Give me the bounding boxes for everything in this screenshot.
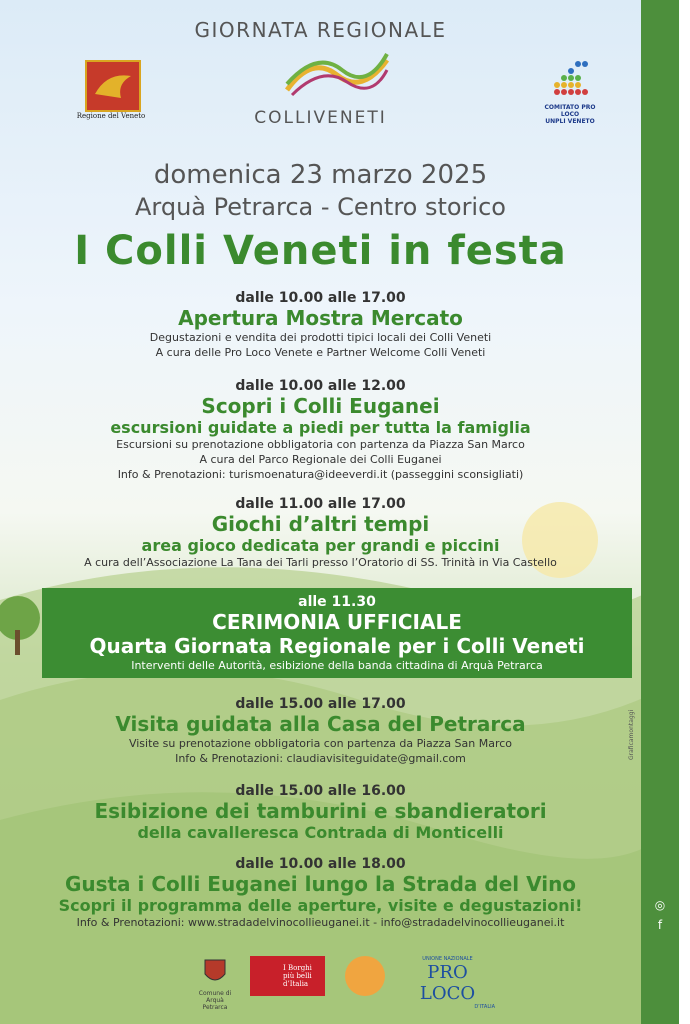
sidebar-label: colli veneti <box>677 960 690 1020</box>
proloco-label: PRO LOCO <box>419 962 476 1004</box>
event-title: Gusta i Colli Euganei lungo la Strada del Vino <box>64 872 577 896</box>
event-time: dalle 10.00 alle 18.00 <box>235 856 406 872</box>
event-time: dalle 10.00 alle 12.00 <box>235 378 406 394</box>
event-time: dalle 15.00 alle 17.00 <box>235 696 406 712</box>
headline: I Colli Veneti in festa <box>74 228 567 274</box>
ceremony-banner <box>42 588 632 678</box>
event-desc: Interventi delle Autorità, esibizione della banda cittadina di Arquà Petrarca <box>131 659 543 672</box>
event-title: CERIMONIA UFFICIALE <box>212 610 462 634</box>
event-desc: Info & Prenotazioni: turismoenatura@ideeverdi.it (passeggini sconsigliati) <box>117 468 524 481</box>
date-line: domenica 23 marzo 2025 <box>153 160 488 190</box>
coat-of-arms-icon <box>203 956 227 986</box>
comune-logo <box>195 956 235 1011</box>
event-subtitle: Quarta Giornata Regionale per i Colli Veneti <box>89 634 585 658</box>
colli-veneti-wordmark: COLLIVENETI <box>254 108 387 128</box>
place-line: Arquà Petrarca - Centro storico <box>135 193 506 221</box>
event-subtitle: area gioco dedicata per grandi e piccini <box>141 536 500 555</box>
event-title: Visita guidata alla Casa del Petrarca <box>115 712 526 736</box>
instagram-icon[interactable]: ◎ <box>654 898 666 912</box>
event-6 <box>0 783 641 842</box>
event-title: Apertura Mostra Mercato <box>178 306 463 330</box>
event-title: Esibizione dei tamburini e sbandieratori <box>94 799 547 823</box>
facebook-icon[interactable]: f <box>657 918 663 932</box>
event-1 <box>0 290 641 360</box>
regione-veneto-label: Regione del Veneto <box>76 112 146 120</box>
proloco-top: UNIONE NAZIONALE <box>422 956 473 962</box>
event-desc: Degustazioni e vendita dei prodotti tipici locali dei Colli Veneti <box>149 331 492 344</box>
event-5 <box>0 696 641 766</box>
right-sidebar <box>641 0 690 1024</box>
header-label: GIORNATA REGIONALE <box>194 18 447 42</box>
regione-veneto-logo <box>85 60 141 112</box>
unpli-label <box>535 104 605 125</box>
comune-label: Comune di Arquà Petrarca <box>198 990 232 1011</box>
borghi-label: I Borghi più belli d’Italia <box>283 964 312 988</box>
unpli-label-line2: UNPLI VENETO <box>545 118 595 125</box>
event-desc: A cura delle Pro Loco Venete e Partner Welcome Colli Veneti <box>155 346 486 359</box>
event-desc: A cura dell’Associazione La Tana dei Tarli presso l’Oratorio di SS. Trinità in Via Castello <box>84 556 557 569</box>
event-subtitle: della cavalleresca Contrada di Monticelli <box>137 823 504 842</box>
borghi-logo <box>250 956 325 996</box>
social-icons <box>651 895 669 935</box>
proloco-bottom: D’ITALIA <box>474 1004 495 1010</box>
event-7 <box>0 856 641 930</box>
credit-label: Graficamontaggi <box>628 709 635 760</box>
event-subtitle: escursioni guidate a piedi per tutta la famiglia <box>110 418 531 437</box>
event-subtitle: Scopri il programma delle aperture, visite e degustazioni! <box>58 896 583 915</box>
event-desc: Info & Prenotazioni: www.stradadelvinocollieuganei.it - info@stradadelvinocollieuganei.it <box>76 916 565 929</box>
event-desc: Visite su prenotazione obbligatoria con partenza da Piazza San Marco <box>128 737 513 750</box>
unpli-label-line1: COMITATO PRO LOCO <box>544 104 596 118</box>
event-title: Giochi d’altri tempi <box>211 512 430 536</box>
proloco-logo <box>400 956 495 1010</box>
event-3 <box>0 496 641 570</box>
event-time: dalle 10.00 alle 17.00 <box>235 290 406 306</box>
event-desc: Escursioni su prenotazione obbligatoria con partenza da Piazza San Marco <box>116 438 525 451</box>
unpli-logo-icon <box>548 58 594 106</box>
event-desc: A cura del Parco Regionale dei Colli Euganei <box>199 453 442 466</box>
event-2 <box>0 378 641 482</box>
winged-lion-icon <box>87 62 139 110</box>
event-time: dalle 15.00 alle 16.00 <box>235 783 406 799</box>
footer-logos <box>195 956 495 1011</box>
event-time: alle 11.30 <box>298 594 376 610</box>
bandiera-arancione-logo <box>345 956 385 996</box>
event-desc: Info & Prenotazioni: claudiavisiteguidate@gmail.com <box>175 752 466 765</box>
event-title: Scopri i Colli Euganei <box>201 394 440 418</box>
event-time: dalle 11.00 alle 17.00 <box>235 496 406 512</box>
colli-veneti-logo-icon <box>282 50 392 100</box>
